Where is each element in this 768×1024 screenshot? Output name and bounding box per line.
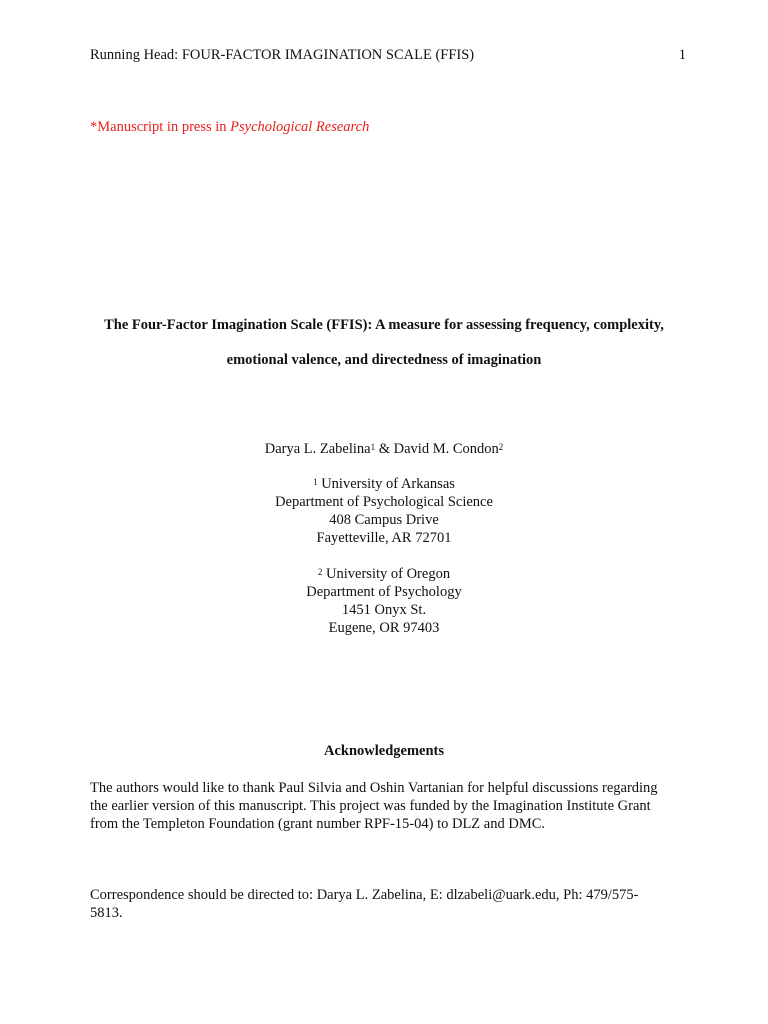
page-number: 1 <box>678 47 686 63</box>
acknowledgements-paragraph <box>90 779 690 833</box>
affil-1-department: Department of Psychological Science <box>275 494 493 510</box>
running-head: Running Head: FOUR-FACTOR IMAGINATION SCALE (FFIS) <box>90 47 475 63</box>
author-2-affil: 2 <box>498 442 504 452</box>
affiliation-2 <box>60 565 708 637</box>
author-1: Darya L. Zabelina <box>264 441 371 457</box>
affil-2-marker: 2 <box>317 567 323 577</box>
author-1-affil: 1 <box>370 442 376 452</box>
affil-1-name: University of Arkansas <box>317 476 455 492</box>
affil-2-city: Eugene, OR 97403 <box>328 620 440 636</box>
correspondence-line: Correspondence should be directed to: Darya L. Zabelina, E: dlzabeli@uark.edu, Ph: 479/575- <box>90 887 639 903</box>
press-note-prefix: *Manuscript in press in <box>90 119 231 135</box>
ack-line: from the Templeton Foundation (grant number RPF-15-04) to DLZ and DMC. <box>90 816 546 832</box>
author-2: David M. Condon <box>393 441 499 457</box>
acknowledgements-heading: Acknowledgements <box>323 743 445 759</box>
affil-1-city: Fayetteville, AR 72701 <box>316 530 452 546</box>
correspondence-line: 5813. <box>90 905 123 921</box>
author-separator: & <box>375 441 394 457</box>
affil-1-marker: 1 <box>313 477 318 487</box>
paper-title-line-1: The Four-Factor Imagination Scale (FFIS): A measure for assessing frequency, complexity, <box>104 317 664 333</box>
correspondence-paragraph <box>90 886 690 922</box>
author-line <box>60 440 708 458</box>
affil-2-street: 1451 Onyx St. <box>341 602 427 618</box>
journal-name: Psychological Research <box>230 119 370 135</box>
affil-2-department: Department of Psychology <box>306 584 462 600</box>
paper-title-line-2: emotional valence, and directedness of imagination <box>226 352 542 368</box>
ack-line: the earlier version of this manuscript. This project was funded by the Imagination Institute Grant <box>90 798 651 814</box>
affil-2-name: University of Oregon <box>322 566 451 582</box>
press-note <box>90 119 369 136</box>
affil-1-street: 408 Campus Drive <box>329 512 439 528</box>
affiliation-1 <box>60 475 708 547</box>
ack-line: The authors would like to thank Paul Silvia and Oshin Vartanian for helpful discussions regarding <box>90 780 658 796</box>
